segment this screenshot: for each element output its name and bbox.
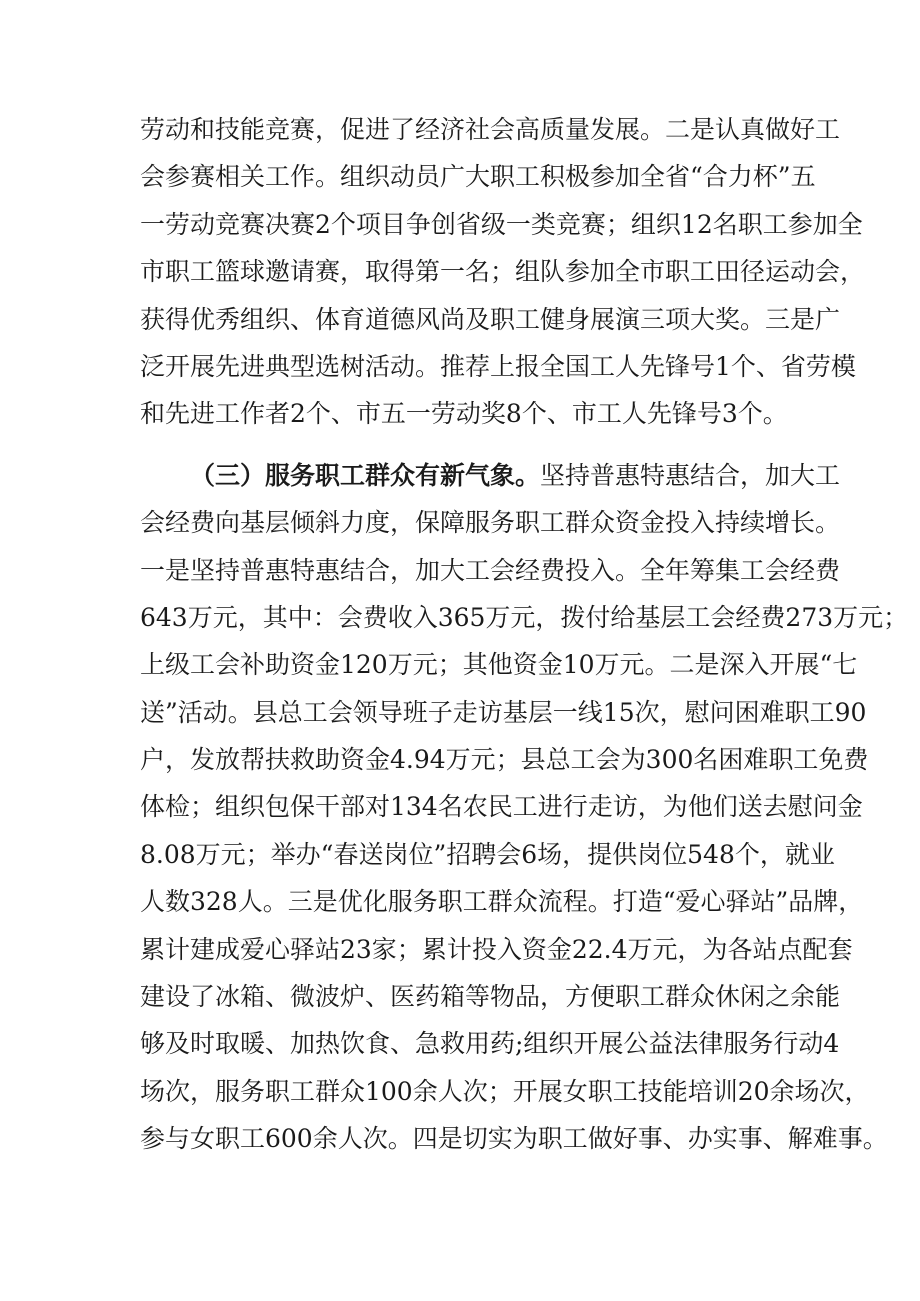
document-body	[140, 106, 909, 1163]
text-line: 上级工会补助资金120万元；其他资金10万元。二是深入开展“七	[140, 650, 858, 680]
text-line: 获得优秀组织、体育道德风尚及职工健身展演三项大奖。三是广	[140, 304, 841, 334]
paragraph-1	[140, 106, 866, 438]
text-line: 够及时取暖、加热饮食、急救用药;组织开展公益法律服务行动4	[140, 1029, 840, 1059]
paragraph-2	[140, 452, 909, 1163]
text-line: 参与女职工600余人次。四是切实为职工做好事、办实事、解难事。	[140, 1124, 888, 1154]
text-line: 会经费向基层倾斜力度，保障服务职工群众资金投入持续增长。	[140, 508, 841, 538]
text-line: 送”活动。县总工会领导班子走访基层一线15次，慰问困难职工90	[140, 697, 867, 727]
text-line: 场次，服务职工群众100余人次；开展女职工技能培训20余场次，	[140, 1076, 870, 1106]
section-heading: （三）服务职工群众有新气象。	[190, 460, 541, 490]
text-line: 体检；组织包保干部对134名农民工进行走访，为他们送去慰问金	[140, 792, 863, 822]
text-line: 市职工篮球邀请赛，取得第一名；组队参加全市职工田径运动会，	[140, 257, 866, 287]
text-line-heading	[140, 452, 841, 499]
text-line: 一劳动竞赛决赛2个项目争创省级一类竞赛；组织12名职工参加全	[140, 209, 863, 239]
text-line: 会参赛相关工作。组织动员广大职工积极参加全省“合力杯”五	[140, 162, 816, 192]
text-line: 人数328人。三是优化服务职工群众流程。打造“爱心驿站”品牌，	[140, 887, 864, 917]
paragraph-gap	[140, 438, 794, 452]
text-line: 和先进工作者2个、市五一劳动奖8个、市工人先锋号3个。	[140, 399, 788, 429]
text-line: 建设了冰箱、微波炉、医药箱等物品，方便职工群众休闲之余能	[140, 982, 841, 1012]
text-line: 劳动和技能竞赛，促进了经济社会高质量发展。二是认真做好工	[140, 115, 841, 144]
heading-line-rest: 坚持普惠特惠结合，加大工	[540, 460, 841, 490]
text-line: 户，发放帮扶救助资金4.94万元；县总工会为300名困难职工免费	[140, 745, 869, 775]
text-line: 一是坚持普惠特惠结合，加大工会经费投入。全年筹集工会经费	[140, 555, 841, 585]
text-line: 累计建成爱心驿站23家；累计投入资金22.4万元，为各站点配套	[140, 934, 853, 964]
text-line: 643万元，其中：会费收入365万元，拨付给基层工会经费273万元；	[140, 602, 909, 632]
text-line: 泛开展先进典型选树活动。推荐上报全国工人先锋号1个、省劳模	[140, 351, 856, 381]
text-line: 8.08万元；举办“春送岗位”招聘会6场，提供岗位548个，就业	[140, 839, 835, 869]
